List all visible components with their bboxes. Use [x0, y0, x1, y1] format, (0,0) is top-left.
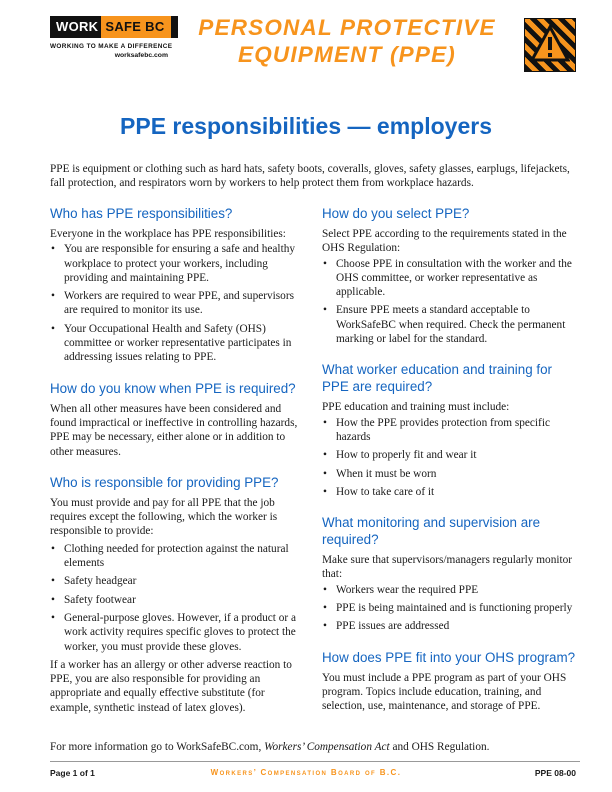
- right-column: [322, 205, 580, 729]
- list-item: • General-purpose gloves. However, if a product or a work activity requires specific gloves to protect the worker, you must provide these gloves.: [50, 611, 308, 654]
- list-item: • Ensure PPE meets a standard acceptable to WorkSafeBC when required. Check the permanent marking or label for the standard.: [322, 303, 580, 346]
- logo-safebc-text: SAFE BC: [101, 16, 170, 38]
- section-when-required: [50, 380, 308, 459]
- series-title-line-1: PERSONAL PROTECTIVE: [198, 15, 496, 40]
- section-text: PPE education and training must include:: [322, 401, 510, 414]
- act-reference: Workers’ Compensation Act: [264, 741, 390, 753]
- section-text: Make sure that supervisors/managers regularly monitor that:: [322, 554, 573, 581]
- section-after-text: If a worker has an allergy or other adverse reaction to PPE, you are also responsible for providing an appropriate and equally effective substitute (for example, synthetic instead of latex gloves).: [50, 658, 292, 714]
- board-name: Workers’ Compensation Board of B.C.: [210, 768, 402, 777]
- section-who-provides: [50, 474, 308, 715]
- left-column: [50, 205, 308, 730]
- warning-badge: [524, 18, 576, 72]
- bullet-list: [50, 542, 308, 654]
- page-number: Page 1 of 1: [50, 768, 95, 778]
- list-item: • How to take care of it: [322, 485, 580, 499]
- section-text: You must provide and pay for all PPE that the job requires except the following, which the worker is responsible to provide:: [50, 496, 278, 538]
- warning-triangle-icon: [530, 25, 570, 63]
- list-item: • Safety footwear: [50, 593, 308, 607]
- list-item: • Choose PPE in consultation with the worker and the OHS committee, or worker representative as applicable.: [322, 257, 580, 300]
- footer-divider: [50, 761, 580, 762]
- section-text: You must include a PPE program as part of your OHS program. Topics include education, training, and selection, use, maintenance, and storage of PPE.: [322, 671, 567, 713]
- more-info-text-end: and OHS Regulation.: [389, 741, 490, 753]
- section-text: Everyone in the workplace has PPE responsibilities:: [50, 228, 286, 240]
- list-item: • Clothing needed for protection against the natural elements: [50, 542, 308, 571]
- list-item: • You are responsible for ensuring a safe and healthy workplace to protect your workers, including providing and maintaining PPE.: [50, 242, 308, 285]
- section-heading: What monitoring and supervision are required?: [322, 515, 541, 548]
- bullet-list: [322, 257, 580, 347]
- section-heading: How do you select PPE?: [322, 206, 470, 221]
- list-item: • Workers wear the required PPE: [322, 583, 580, 597]
- section-heading: What worker education and training for PPE are required?: [322, 362, 552, 395]
- list-item: • Workers are required to wear PPE, and supervisors are required to monitor its use.: [50, 289, 308, 318]
- list-item: • PPE issues are addressed: [322, 619, 580, 633]
- section-heading: How does PPE fit into your OHS program?: [322, 649, 576, 665]
- page-title: PPE responsibilities — employers: [120, 113, 492, 139]
- section-heading: How do you know when PPE is required?: [50, 380, 296, 396]
- intro-paragraph: PPE is equipment or clothing such as hard hats, safety boots, coveralls, gloves, safety glasses, earplugs, lifejackets, fall protection, and respirators worn by workers to help protect them from workplace hazards.: [50, 163, 570, 190]
- bullet-list: [322, 583, 580, 634]
- section-education-training: [322, 361, 580, 499]
- list-item: • PPE is being maintained and is functioning properly: [322, 601, 580, 615]
- more-info-text: For more information go to WorkSafeBC.com,: [50, 741, 265, 753]
- worksafebc-logo-block: [50, 16, 178, 59]
- section-who-has-responsibilities: [50, 205, 308, 365]
- list-item: • How the PPE provides protection from specific hazards: [322, 416, 580, 445]
- section-select-ppe: [322, 205, 580, 346]
- section-monitoring-supervision: [322, 514, 580, 633]
- section-text: When all other measures have been considered and found impractical or ineffective in controlling hazards, PPE may be necessary, either alone or in addition to other measures.: [50, 402, 298, 458]
- list-item: • Your Occupational Health and Safety (OHS) committee or worker representative participates in addressing issues relating to PPE.: [50, 322, 308, 365]
- logo-work-text: WORK: [50, 16, 101, 38]
- section-text: Select PPE according to the requirements stated in the OHS Regulation:: [322, 228, 567, 255]
- bullet-list: [50, 242, 308, 364]
- section-heading: Who has PPE responsibilities?: [50, 206, 233, 221]
- section-heading: Who is responsible for providing PPE?: [50, 474, 279, 490]
- logo-tagline: WORKING TO MAKE A DIFFERENCE: [50, 43, 173, 50]
- series-title-line-2: EQUIPMENT (PPE): [237, 42, 457, 67]
- more-info-note: [50, 740, 570, 754]
- bullet-list: [322, 416, 580, 499]
- list-item: • How to properly fit and wear it: [322, 448, 580, 462]
- worksafebc-logo: [50, 16, 178, 38]
- list-item: • When it must be worn: [322, 467, 580, 481]
- series-title: [182, 14, 512, 68]
- list-item: • Safety headgear: [50, 574, 308, 588]
- section-ohs-program: [322, 649, 580, 714]
- logo-website: worksafebc.com: [114, 52, 168, 59]
- document-code: PPE 08-00: [534, 768, 576, 778]
